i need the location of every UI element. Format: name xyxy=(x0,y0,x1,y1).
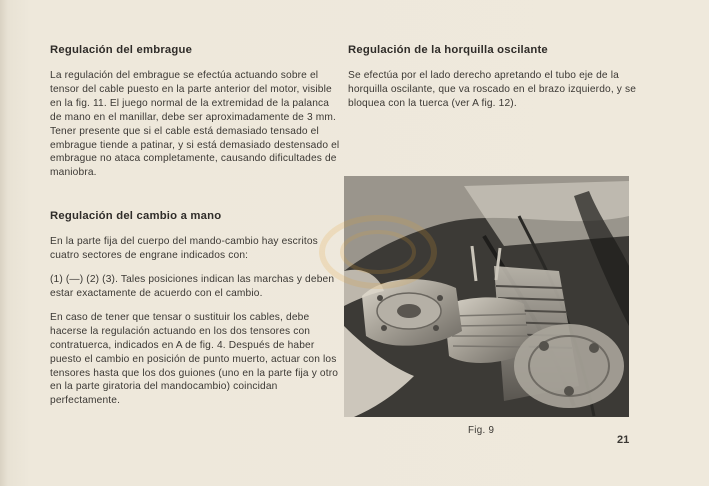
paragraph-clutch: La regulación del embrague se efectúa actuando sobre el tensor del cable puesto en la parte anterior del motor, visible en la fig. 11. El juego normal de la extremidad de la palanca de mano en el manillar, debe ser aproximadamente de 3 mm. Tener presente que si el cable está demasiado tensado el embrague tiende a patinar, y si está demasiado destensado el embrague no ataca completamente, causando dificultades de maniobra. xyxy=(50,70,340,179)
heading-clutch: Regulación del embrague xyxy=(50,44,193,56)
right-column xyxy=(348,44,638,111)
figure-caption: Fig. 9 xyxy=(468,425,495,436)
paragraph-gear-sectors: En la parte fija del cuerpo del mando-cambio hay escritos cuatro sectores de engrane indicados con: xyxy=(50,236,318,262)
page-number: 21 xyxy=(617,434,630,446)
watermark-logo xyxy=(318,212,438,292)
heading-swingarm: Regulación de la horquilla oscilante xyxy=(348,44,548,56)
heading-gear-change: Regulación del cambio a mano xyxy=(50,210,222,223)
left-column xyxy=(50,44,340,408)
paragraph-swingarm: Se efectúa por el lado derecho apretando el tubo eje de la horquilla oscilante, que va roscado en el brazo izquierdo, y se bloquea con la tuerca (ver A fig. 12). xyxy=(348,70,637,109)
paragraph-gear-positions: (1) (—) (2) (3). Tales posiciones indican las marchas y deben estar exactamente de acuerdo con el cambio. xyxy=(50,274,335,299)
paragraph-cable-adjust: En caso de tener que tensar o sustituir los cables, debe hacerse la regulación actuando en los dos tensores con contratuerca, indicados en A de fig. 4. Después de haber puesto el cambio en posición de punto muerto, actuar con los tensores hasta que los dos guiones (uno en la parte fija y otro en la parte giratoria del mandocambio) coincidan perfectamente. xyxy=(50,311,339,407)
